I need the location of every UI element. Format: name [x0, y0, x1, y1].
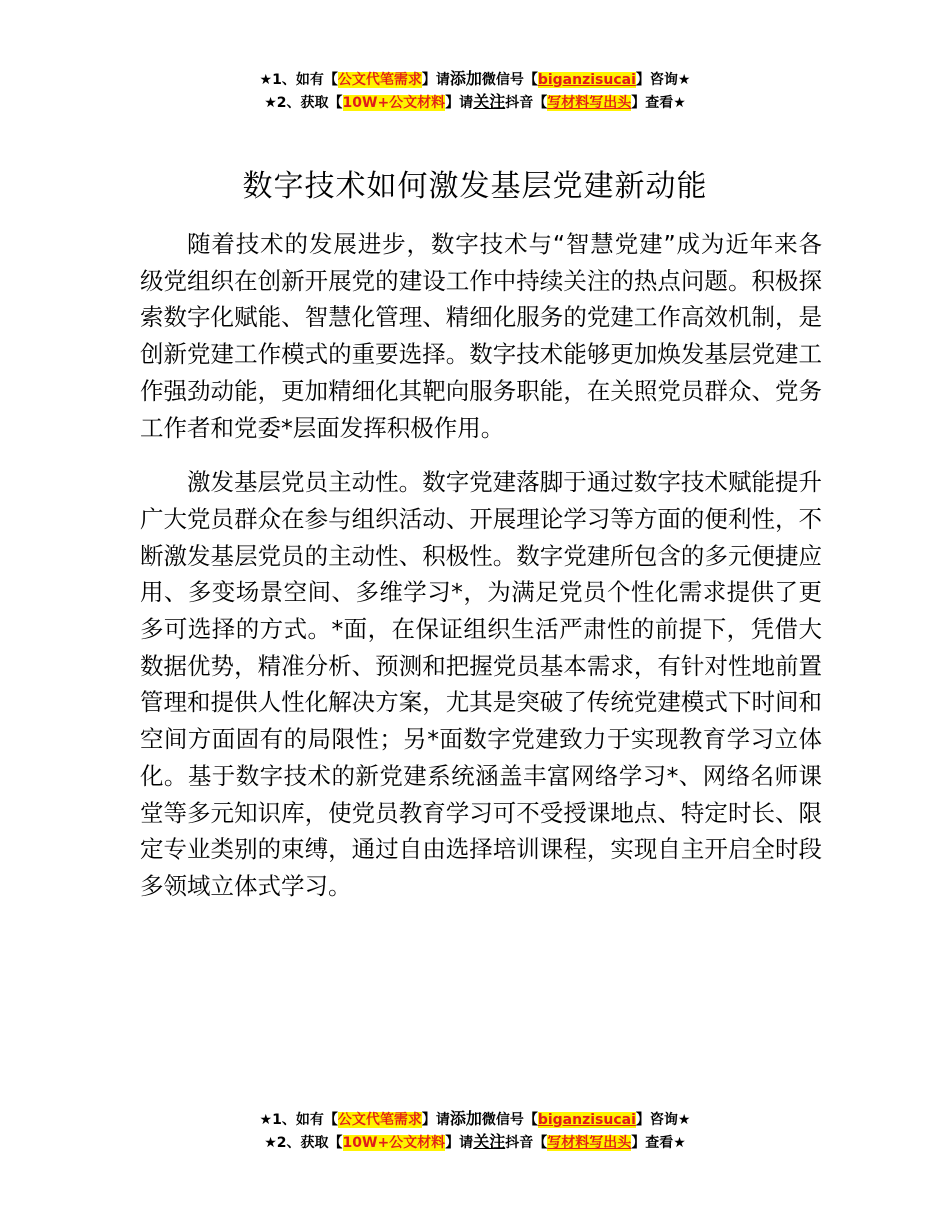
service-highlight: 公文代笔需求: [337, 72, 422, 88]
follow-word: 关注: [473, 1132, 506, 1151]
banner-line1-mid1: 】请: [421, 1112, 450, 1128]
paragraph-activation: 激发基层党员主动性。数字党建落脚于通过数字技术赋能提升广大党员群众在参与组织活动、开展理论学习等方面的便利性，不断激发基层党员的主动性、积极性。数字党建所包含的多元便捷应用、多变场景空间、多维学习*，为满足党员个性化需求提供了更多可选择的方式。*面，在保证组织生活严肃性的前提下，凭借大数据优势，精准分析、预测和把握党员基本需求，有针对性地前置管理和提供人性化解决方案，尤其是突破了传统党建模式下时间和空间方面固有的局限性；另*面数字党建致力于实现教育学习立体化。基于数字技术的新党建系统涵盖丰富网络学习*、网络名师课堂等多元知识库，使党员教育学习可不受授课地点、特定时长、限定专业类别的束缚，通过自由选择培训课程，实现自主开启全时段多领域立体式学习。: [140, 468, 822, 900]
materials-highlight: 10W+公文材料: [342, 1135, 446, 1151]
banner-line2-suffix: 】查看★: [631, 95, 686, 111]
paragraph-intro: 随着技术的发展进步，数字技术与“智慧党建”成为近年来各级党组织在创新开展党的建设工作中持续关注的热点问题。积极探索数字化赋能、智慧化管理、精细化服务的党建工作高效机制，是创新党建工作模式的重要选择。数字技术能够更加焕发基层党建工作强劲动能，更加精细化其靶向服务职能，在关照党员群众、党务工作者和党委*层面发挥积极作用。: [140, 230, 822, 442]
follow-word: 关注: [473, 92, 506, 111]
banner-line1-suffix: 】咨询★: [635, 72, 691, 88]
banner-line2-mid1: 】请: [445, 95, 474, 111]
document-body: [140, 226, 822, 905]
banner-line-2: [0, 91, 950, 114]
banner-line1-mid2: 微信号【: [481, 1112, 538, 1128]
document-title: 数字技术如何激发基层党建新动能: [242, 169, 708, 204]
service-highlight: 公文代笔需求: [337, 1112, 422, 1128]
banner-line2-prefix: ★2、获取【: [264, 95, 343, 111]
banner-line2-mid1: 】请: [445, 1135, 474, 1151]
douyin-account[interactable]: 写材料写出头: [547, 95, 632, 111]
add-word: 添加: [449, 69, 482, 88]
wechat-id[interactable]: biganzisucai: [537, 1112, 636, 1128]
materials-highlight: 10W+公文材料: [342, 95, 446, 111]
wechat-id[interactable]: biganzisucai: [537, 72, 636, 88]
add-word: 添加: [449, 1109, 482, 1128]
banner-line1-mid2: 微信号【: [481, 72, 538, 88]
banner-line2-mid2: 抖音【: [505, 1135, 548, 1151]
banner-line-1: [0, 68, 950, 91]
banner-line1-mid1: 】请: [421, 72, 450, 88]
bottom-ad-banner: [0, 1108, 950, 1154]
banner-line2-mid2: 抖音【: [505, 95, 548, 111]
banner-line-2: [0, 1131, 950, 1154]
banner-line-1: [0, 1108, 950, 1131]
top-ad-banner: [0, 68, 950, 114]
douyin-account[interactable]: 写材料写出头: [547, 1135, 632, 1151]
banner-line1-suffix: 】咨询★: [635, 1112, 691, 1128]
banner-line2-prefix: ★2、获取【: [264, 1135, 343, 1151]
banner-line1-prefix: ★1、如有【: [259, 72, 338, 88]
banner-line1-prefix: ★1、如有【: [259, 1112, 338, 1128]
banner-line2-suffix: 】查看★: [631, 1135, 686, 1151]
